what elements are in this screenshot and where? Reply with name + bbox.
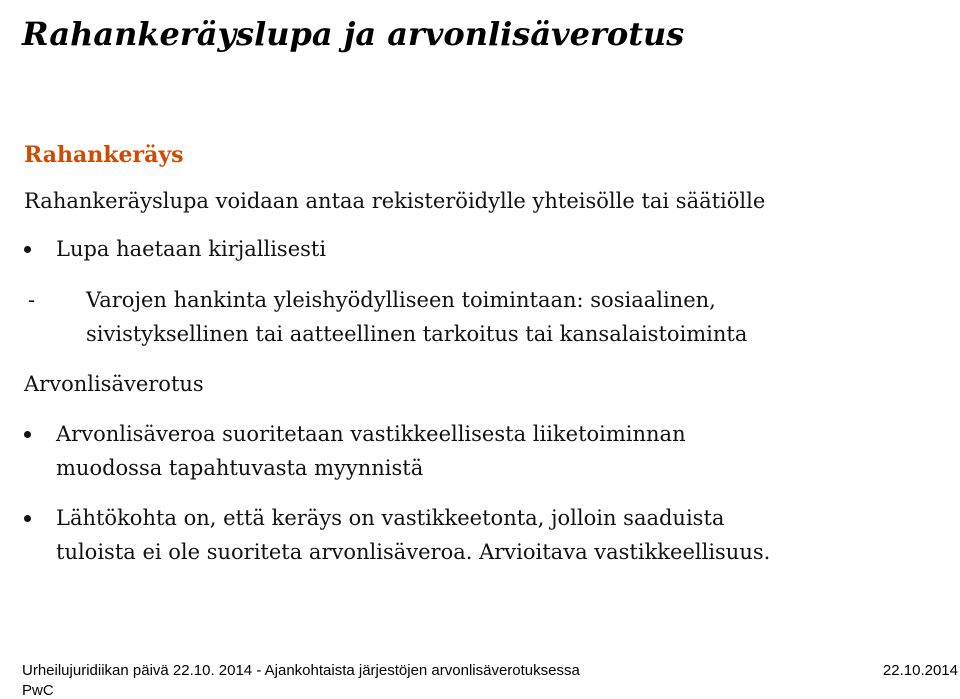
- footer-event: Urheilujuridiikan päivä 22.10. 2014 - Ajankohtaista järjestöjen arvonlisäverotuksessa: [22, 662, 580, 679]
- sub-item-text-line1: Varojen hankinta yleishyödylliseen toimintaan: sosiaalinen,: [86, 288, 716, 312]
- bullet-text-line2: muodossa tapahtuvasta myynnistä: [56, 456, 424, 480]
- bullet-icon: [24, 246, 31, 253]
- footer-date: 22.10.2014: [882, 662, 958, 679]
- dash-marker: -: [28, 288, 36, 312]
- bullet-text-line2: tuloista ei ole suoriteta arvonlisäveroa. Arvioitava vastikkeellisuus.: [56, 540, 771, 564]
- subheading: Arvonlisäverotus: [24, 372, 204, 396]
- bullet-icon: [24, 431, 31, 438]
- section-heading: Rahankeräys: [24, 142, 184, 168]
- footer-brand: PwC: [22, 682, 54, 699]
- sub-item-text-line2: sivistyksellinen tai aatteellinen tarkoitus tai kansalaistoiminta: [86, 322, 748, 346]
- intro-text: Rahankeräyslupa voidaan antaa rekisteröidylle yhteisölle tai säätiölle: [24, 189, 766, 213]
- bullet-text-line1: Arvonlisäveroa suoritetaan vastikkeellisesta liiketoiminnan: [56, 422, 686, 446]
- bullet-text: Lupa haetaan kirjallisesti: [56, 237, 327, 261]
- slide-title: Rahankeräyslupa ja arvonlisäverotus: [22, 15, 685, 53]
- bullet-icon: [24, 515, 31, 522]
- bullet-text-line1: Lähtökohta on, että keräys on vastikkeetonta, jolloin saaduista: [56, 506, 725, 530]
